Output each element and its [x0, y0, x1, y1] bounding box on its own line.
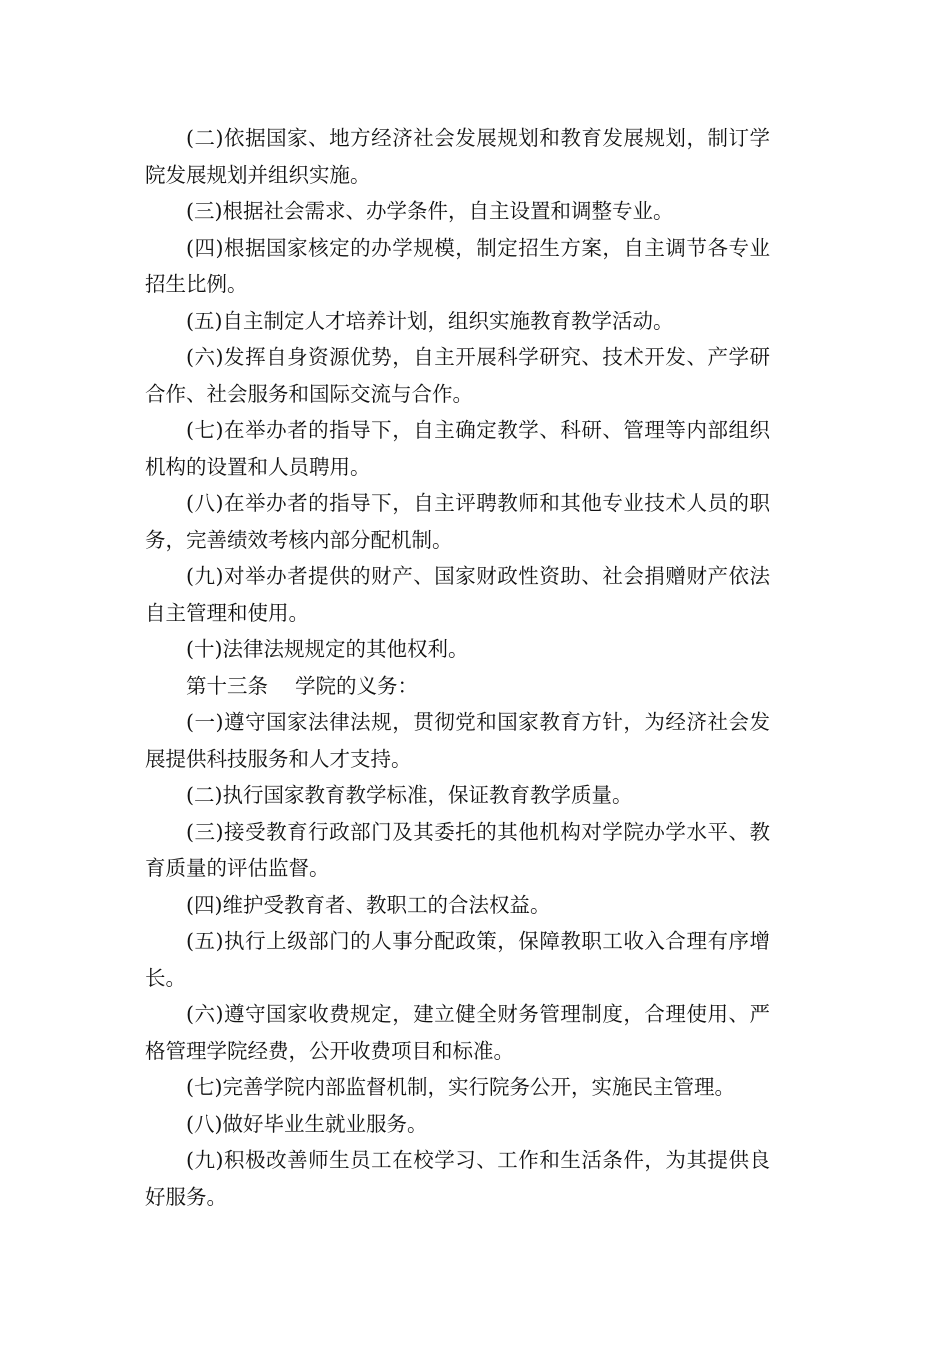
duty-item-4: (四)维护受教育者、教职工的合法权益。 — [186, 892, 551, 917]
right-item-5: (五)自主制定人才培养计划，组织实施教育教学活动。 — [186, 308, 674, 333]
duty-item-5: (五)执行上级部门的人事分配政策，保障教职工收入合理有序增长。 — [145, 929, 770, 990]
article-13-heading: 第十三条 学院的义务： — [186, 673, 419, 698]
duty-item-8: (八)做好毕业生就业服务。 — [186, 1111, 428, 1136]
right-item-4: (四)根据国家核定的办学规模，制定招生方案，自主调节各专业招生比例。 — [145, 235, 770, 296]
duty-item-9: (九)积极改善师生员工在校学习、工作和生活条件，为其提供良好服务。 — [145, 1148, 770, 1209]
duty-item-3: (三)接受教育行政部门及其委托的其他机构对学院办学水平、教育质量的评估监督。 — [145, 819, 770, 880]
document-body — [145, 120, 770, 1215]
duty-item-6: (六)遵守国家收费规定，建立健全财务管理制度，合理使用、严格管理学院经费，公开收费项目和标准。 — [145, 1002, 770, 1063]
right-item-6: (六)发挥自身资源优势，自主开展科学研究、技术开发、产学研合作、社会服务和国际交流与合作。 — [145, 345, 770, 406]
duty-item-7: (七)完善学院内部监督机制，实行院务公开，实施民主管理。 — [186, 1075, 735, 1099]
right-item-10: (十)法律法规规定的其他权利。 — [186, 637, 469, 661]
right-item-8: (八)在举办者的指导下，自主评聘教师和其他专业技术人员的职务，完善绩效考核内部分配机制。 — [145, 491, 770, 552]
right-item-7: (七)在举办者的指导下，自主确定教学、科研、管理等内部组织机构的设置和人员聘用。 — [145, 418, 770, 479]
right-item-2: (二)依据国家、地方经济社会发展规划和教育发展规划，制订学院发展规划并组织实施。 — [145, 126, 770, 187]
duty-item-1: (一)遵守国家法律法规，贯彻党和国家教育方针，为经济社会发展提供科技服务和人才支持。 — [145, 710, 770, 771]
right-item-3: (三)根据社会需求、办学条件，自主设置和调整专业。 — [186, 199, 674, 223]
right-item-9: (九)对举办者提供的财产、国家财政性资助、社会捐赠财产依法自主管理和使用。 — [145, 564, 770, 625]
duty-item-2: (二)执行国家教育教学标准，保证教育教学质量。 — [186, 783, 633, 807]
